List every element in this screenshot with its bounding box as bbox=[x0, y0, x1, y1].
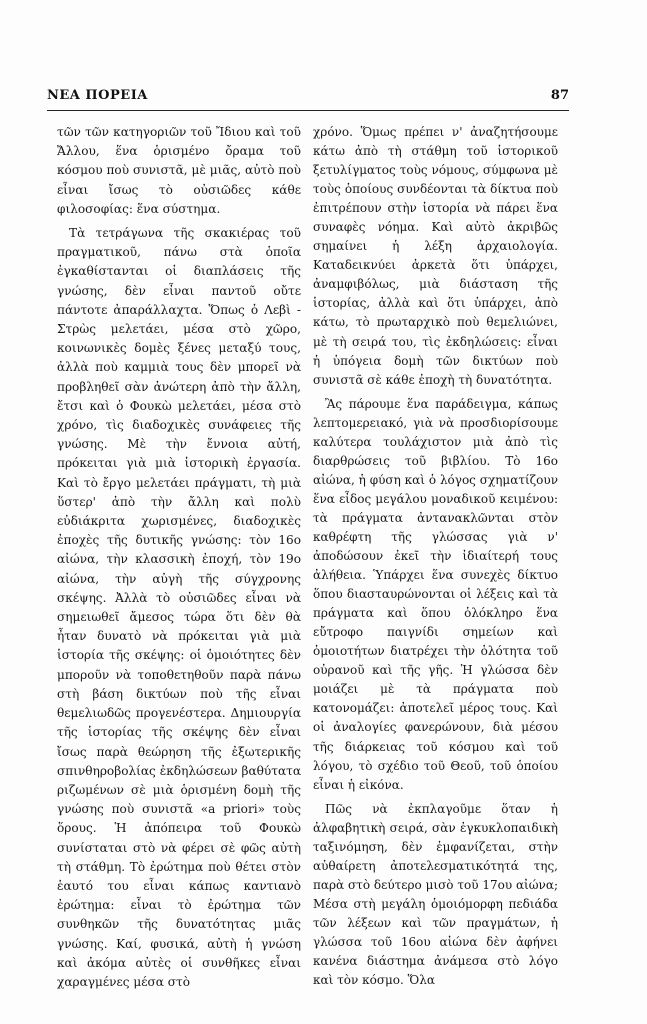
left-column bbox=[57, 123, 301, 997]
paragraph: Τὰ τετράγωνα τῆς σκακιέρας τοῦ πραγματικοῦ, πάνω στὰ ὁποῖα ἐγκαθίστανται οἱ διαπλάσεις τῆς γνώσης, δὲν εἶναι παντοῦ οὔτε πάντοτε ἀπαράλλαχτα. Ὅπως ὁ Λεβὶ - Στρὼς μελετάει, μέσα στὸ χῶρο, κοινωνικὲς δομὲς ξένες μεταξύ τους, ἀλλὰ ποὺ καμμιὰ τους δὲν μπορεῖ νὰ προβληθεῖ σὰν ἀνώτερη ἀπὸ τὴν ἄλλη, ἔτσι καὶ ὁ Φουκὼ μελετάει, μέσα στὸ χρόνο, τὶς διαδοχικὲς συνάφειες τῆς γνώσης. Μὲ τὴν ἔννοια αὐτή, πρόκειται γιὰ μιὰ ἱστορικὴ ἐργασία. Καὶ τὸ ἔργο μελετάει πράγματι, τὴ μιὰ ὕστερ' ἀπὸ τὴν ἄλλη καὶ πολὺ εὐδιάκριτα χωρισμένες, διαδοχικὲς ἐποχὲς τῆς δυτικῆς γνώσης: τὸν 16ο αἰώνα, τὴν κλασσικὴ ἐποχή, τὸν 19ο αἰώνα, τὴν αὐγὴ τῆς σύγχρονης σκέψης. Ἀλλὰ τὸ οὐσιῶδες εἶναι νὰ σημειωθεῖ ἄμεσος τώρα ὅτι δὲν θὰ ἦταν δυνατὸ νὰ πρόκειται γιὰ μιὰ ἱστορία τῆς σκέψης: οἱ ὁμοιότητες δὲν μποροῦν νὰ τοποθετηθοῦν παρὰ πάνω στὴ βάση δικτύων ποὺ τῆς εἶναι θεμελιωδῶς προγενέστερα. Δημιουργία τῆς ἱστορίας τῆς σκέψης δὲν εἶναι ἴσως παρὰ θεώρηση τῆς ἐξωτερικῆς σπινθηροβολίας ἐκδηλώσεων βαθύτατα ριζωμένων σὲ μιὰ ὁρισμένη δομὴ τῆς γνώσης ποὺ συνιστᾶ «a priori» τοὺς ὅρους. Ἡ ἀπόπειρα τοῦ Φουκὼ συνίσταται στὸ νὰ φέρει σὲ φῶς αὐτὴ τὴ στάθμη. Τὸ ἐρώτημα ποὺ θέτει στὸν ἑαυτό του εἶναι κάπως καντιανὸ ἐρώτημα: εἶναι τὸ ἐρώτημα τῶν συνθηκῶν τῆς δυνατότητας μιᾶς γνώσης. Καί, φυσικά, αὐτὴ ἡ γνώση καὶ ἀκόμα αὐτὲς οἱ συνθῆκες εἶναι χαραγμένες μέσα στὸ bbox=[57, 226, 301, 989]
paragraph: χρόνο. Ὅμως πρέπει ν' ἀναζητήσουμε κάτω ἀπὸ τὴ στάθμη τοῦ ἱστορικοῦ ξετυλίγματος τοὺς νόμους, σύμφωνα μὲ τοὺς ὁποίους συνδέονται τὰ δίκτυα ποὺ ἐπιτρέπουν στὴν ἱστορία νὰ πάρει ἕνα συναφὲς νόημα. Καὶ αὐτὸ ἀκριβῶς σημαίνει ἡ λέξη ἀρχαιολογία. Καταδεικνύει ἀρκετὰ ὅτι ὑπάρχει, ἀναμφιβόλως, μιὰ διάσταση τῆς ἱστορίας, ἀλλὰ καὶ ὅτι ὑπάρχει, ἀπὸ κάτω, τὸ πρωταρχικὸ ποὺ θεμελιώνει, μὲ τὴ σειρά του, τὶς ἐκδηλώσεις: εἶναι ἡ ὑπόγεια δομὴ τῶν δικτύων ποὺ συνιστᾶ σὲ κάθε ἐποχὴ τὴ δυνατότητα. bbox=[313, 125, 558, 387]
page-number: 87 bbox=[550, 88, 569, 103]
right-column bbox=[313, 123, 558, 995]
paragraph: τῶν τῶν κατηγοριῶν τοῦ Ἴδιου καὶ τοῦ Ἄλλου, ἕνα ὁρισμένο ὄραμα τοῦ κόσμου ποὺ συνιστᾶ, μὲ μιᾶς, αὐτὸ ποὺ εἶναι ἴσως τὸ οὐσιῶδες κάθε φιλοσοφίας: ἕνα σύστημα. bbox=[57, 125, 301, 216]
running-header bbox=[47, 88, 569, 108]
paragraph: Ἂς πάρουμε ἕνα παράδειγμα, κάπως λεπτομερειακό, γιὰ νὰ προσδιορίσουμε καλύτερα τουλάχιστον μιὰ ἀπὸ τὶς διαρθρώσεις τοῦ βιβλίου. Τὸ 16ο αἰώνα, ἡ φύση καὶ ὁ λόγος σχηματίζουν ἕνα εἶδος μεγάλου μοναδικοῦ κειμένου: τὰ πράγματα ἀντανακλῶνται στὸν καθρέφτη τῆς γλώσσας γιὰ ν' ἀποδώσουν ἐκεῖ τὴν ἰδιαίτερή τους ἀλήθεια. Ὑπάρχει ἕνα συνεχὲς δίκτυο ὅπου διασταυρώνονται οἱ λέξεις καὶ τὰ πράγματα καὶ ὅπου ὁλόκληρο ἕνα εὔτροφο παιγνίδι σημείων καὶ ὁμοιοτήτων διατρέχει τὴν ὁλότητα τοῦ οὐρανοῦ καὶ τῆς γῆς. Ἡ γλώσσα δὲν μοιάζει μὲ τὰ πράγματα ποὺ κατονομάζει: ἀποτελεῖ μέρος τους. Καὶ οἱ ἀναλογίες φανερώνουν, διὰ μέσου τῆς διάρκειας τοῦ κόσμου καὶ τοῦ λόγου, τὸ σχέδιο τοῦ Θεοῦ, τοῦ ὁποίου εἶναι ἡ εἰκόνα. bbox=[313, 396, 558, 792]
header-rule bbox=[47, 110, 569, 111]
paragraph: Πῶς νὰ ἐκπλαγοῦμε ὅταν ἡ ἀλφαβητικὴ σειρά, σὰν ἐγκυκλοπαιδικὴ ταξινόμηση, δὲν ἐμφανίζεται, στὴν αὐθαίρετη ἀποτελεσματικότητά της, παρὰ στὸ δεύτερο μισὸ τοῦ 17ου αἰώνα; Μέσα στὴ μεγάλη ὁμοιόμορφη πεδιάδα τῶν λέξεων καὶ τῶν πραγμάτων, ἡ γλώσσα τοῦ 16ου αἰώνα δὲν ἀφήνει κανένα διάστημα ἀνάμεσα στὸ λόγο καὶ τὸν κόσμο. Ὅλα bbox=[313, 801, 558, 988]
journal-title: ΝΕΑ ΠΟΡΕΙΑ bbox=[47, 88, 148, 103]
